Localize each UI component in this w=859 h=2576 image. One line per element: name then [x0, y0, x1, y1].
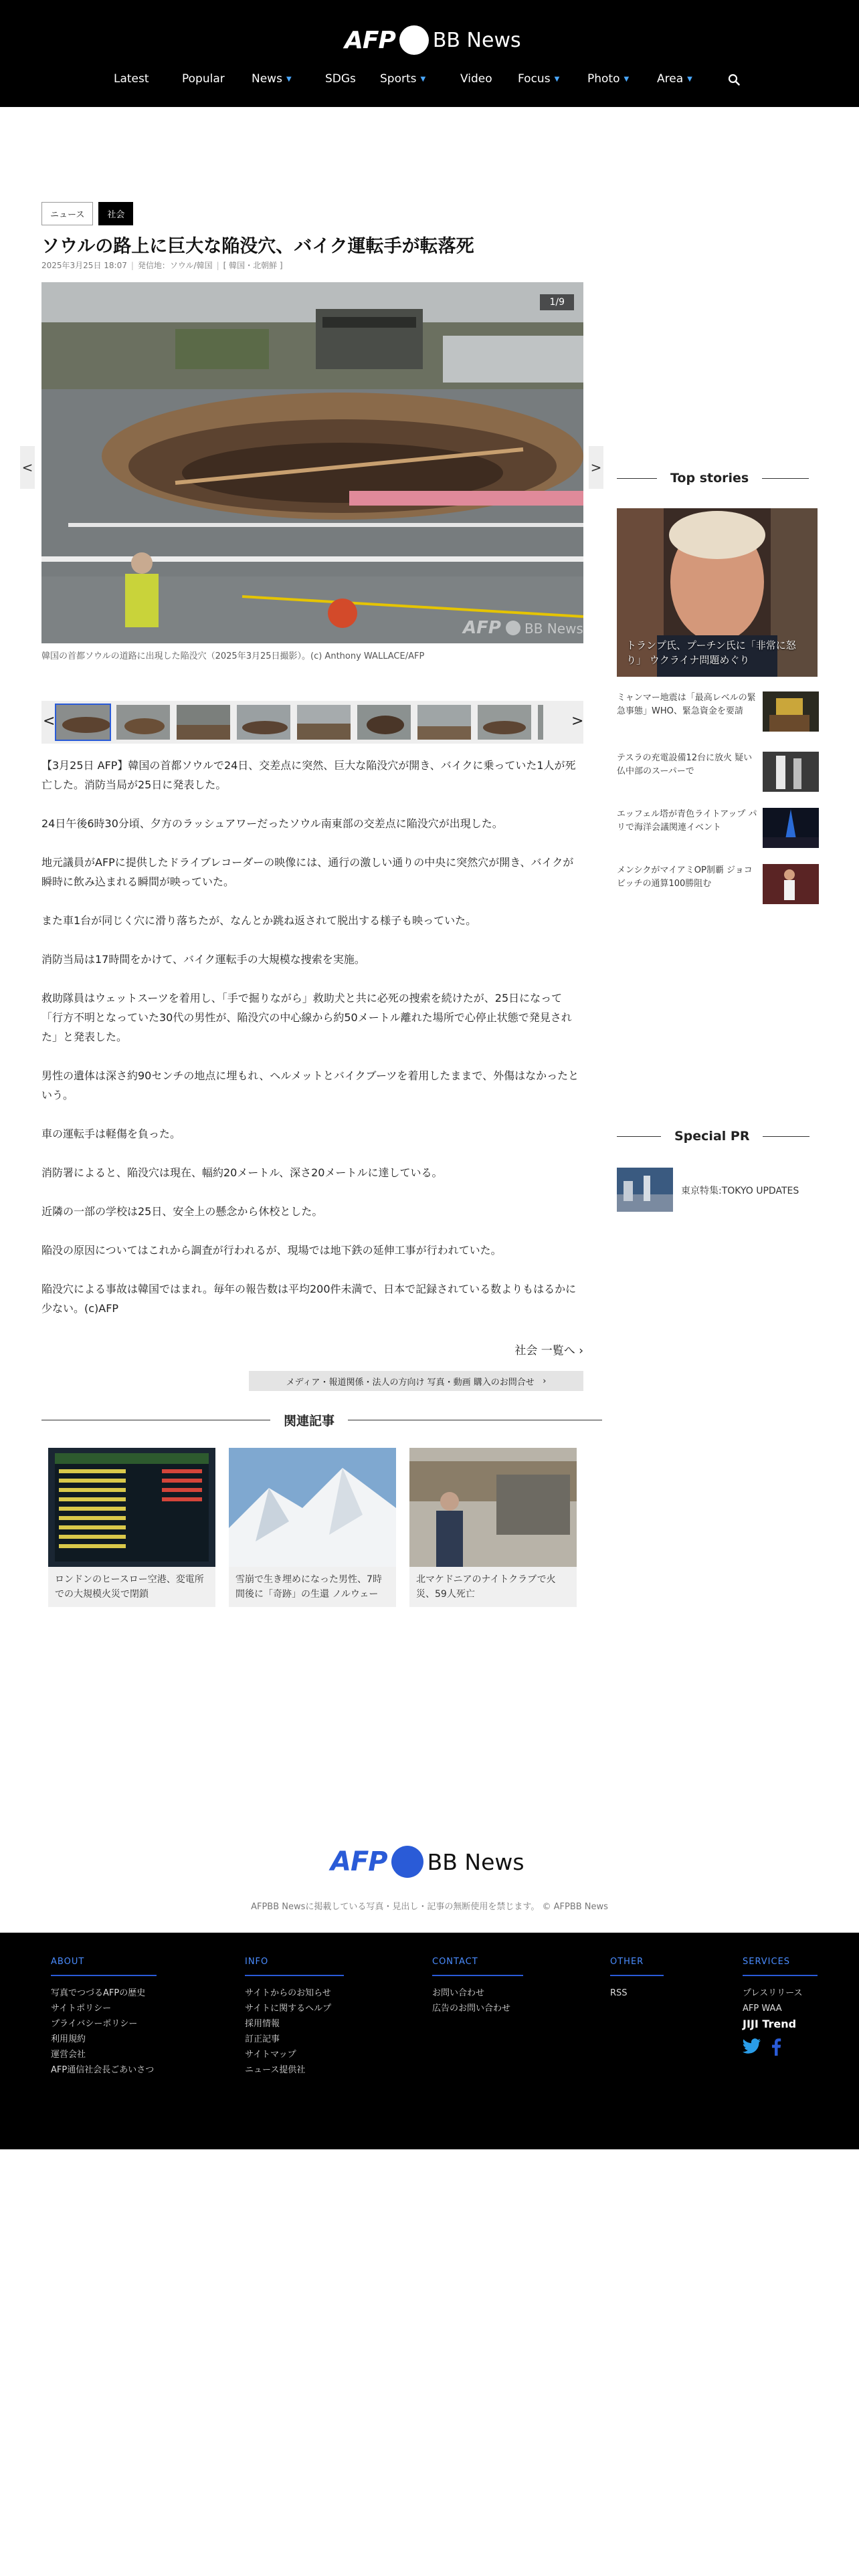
footer-heading: ABOUT — [51, 1957, 157, 1976]
copyright-note: AFPBB Newsに掲載している写真・見出し・記事の無断使用を禁じます。 © AFPBB News — [251, 1902, 608, 1912]
thumbnail[interactable] — [356, 704, 412, 741]
top-story-main[interactable] — [617, 508, 818, 677]
footer-logo-dot — [391, 1846, 423, 1878]
footer-col-other — [610, 1957, 664, 2001]
photo-prev-button[interactable]: < — [20, 446, 35, 489]
footer-heading: SERVICES — [743, 1957, 818, 1976]
footer-heading: INFO — [245, 1957, 344, 1976]
media-inquiry-bar[interactable]: メディア・報道関係・法人の方向け 写真・動画 購入のお問合せ › — [249, 1371, 583, 1391]
footer-link[interactable]: 採用情報 — [245, 2019, 280, 2029]
category-list-link[interactable]: 社会 一覧へ › — [514, 1344, 583, 1358]
footer-link[interactable]: ニュース提供社 — [245, 2065, 306, 2075]
site-header — [0, 0, 859, 107]
thumbnail[interactable] — [115, 704, 171, 741]
footer-col-contact — [432, 1957, 523, 2016]
related-article[interactable] — [409, 1448, 577, 1607]
photo-counter: 1/9 — [540, 294, 574, 310]
tag-society[interactable]: 社会 — [98, 202, 133, 225]
top-story-text: エッフェル塔が青色ライトアップ パリで海洋会議関連イベント — [617, 809, 757, 833]
top-story-item[interactable] — [617, 864, 818, 904]
logo-bb-text: BB News — [432, 28, 521, 52]
related-image — [409, 1448, 577, 1567]
thumbnail[interactable] — [296, 704, 352, 741]
facebook-icon[interactable] — [771, 2038, 781, 2056]
top-story-text: メンシクがマイアミOP制覇 ジョコビッチの通算100勝阻む — [617, 865, 753, 889]
related-caption: 雪崩で生き埋めになった男性、7時間後に「奇跡」の生還 ノルウェー — [229, 1567, 396, 1607]
footer-col-info — [245, 1957, 344, 2078]
article-paragraph: 陥没の原因についてはこれから調査が行われるが、現場では地下鉄の延伸工事が行われていた。 — [41, 1244, 502, 1257]
footer-heading: CONTACT — [432, 1957, 523, 1976]
top-story-item[interactable] — [617, 752, 818, 792]
footer-link[interactable]: サイトマップ — [245, 2050, 296, 2060]
tag-news[interactable]: ニュース — [41, 202, 93, 225]
article-paragraph: また車1台が同じく穴に滑り落ちたが、なんとか跳ね返されて脱出する様子も映っていた。 — [41, 914, 477, 927]
nav-item-focus[interactable]: Focus ▼ — [518, 72, 560, 86]
nav-item-sports[interactable]: Sports ▼ — [380, 72, 426, 86]
main-photo[interactable] — [41, 282, 583, 643]
chevron-down-icon: ▼ — [286, 75, 292, 83]
article-region[interactable]: [ 韓国・北朝鮮 ] — [223, 261, 283, 270]
footer-heading: OTHER — [610, 1957, 664, 1976]
footer-link[interactable]: RSS — [610, 1988, 628, 1998]
article-meta: 2025年3月25日 18:07 | 発信地：ソウル/韓国 | [ 韓国・北朝鮮 ] — [41, 261, 283, 270]
footer-link[interactable]: サイトに関するヘルプ — [245, 2004, 332, 2014]
chevron-down-icon: ▼ — [420, 75, 426, 83]
thumbnail[interactable] — [416, 704, 472, 741]
footer-link[interactable]: 運営会社 — [51, 2050, 86, 2060]
top-story-item[interactable] — [617, 691, 818, 732]
twitter-icon[interactable] — [743, 2038, 761, 2054]
top-story-thumb — [763, 691, 819, 732]
related-heading: 関連記事 — [41, 1411, 602, 1429]
footer-col-services — [743, 1957, 818, 2056]
top-story-caption: トランプ氏、プーチン氏に「非常に怒り」 ウクライナ問題めぐり — [626, 639, 796, 666]
footer-link[interactable]: AFP通信社会長ごあいさつ — [51, 2065, 155, 2075]
footer-link[interactable]: サイトポリシー — [51, 2004, 112, 2014]
top-story-item[interactable] — [617, 808, 818, 848]
thumbnail[interactable] — [476, 704, 533, 741]
article-paragraph: 消防署によると、陥没穴は現在、幅約20メートル、深さ20メートルに達している。 — [41, 1166, 443, 1179]
thumbnail[interactable] — [235, 704, 292, 741]
footer-link[interactable]: サイトからのお知らせ — [245, 1988, 331, 1998]
article-paragraph: 地元議員がAFPに提供したドライブレコーダーの映像には、通行の激しい通りの中央に突然穴が開き、バイクが瞬時に飲み込まれる瞬間が映っていた。 — [41, 856, 574, 888]
article-tags — [41, 202, 133, 225]
footer-link[interactable]: 写真でつづるAFPの歴史 — [51, 1988, 146, 1998]
top-story-thumb — [763, 808, 819, 848]
nav-item-news[interactable]: News ▼ — [252, 72, 292, 86]
footer-link[interactable]: 広告のお問い合わせ — [432, 2004, 511, 2014]
related-image — [229, 1448, 396, 1567]
article-body — [41, 756, 583, 1337]
footer-logo[interactable] — [330, 1846, 524, 1878]
related-image — [48, 1448, 215, 1567]
top-stories-heading: Top stories — [617, 471, 809, 486]
footer-col-about — [51, 1957, 157, 2078]
article-paragraph: 救助隊員はウェットスーツを着用し、「手で掘りながら」救助犬と共に必死の捜索を続けたが、25日になって「行方不明となっていた30代の男性が、陥没穴の中心線から約50メートル離れた場所で心停止状態で発見された」と発表した。 — [41, 992, 572, 1043]
main-nav — [0, 72, 859, 92]
related-caption: 北マケドニアのナイトクラブで火災、59人死亡 — [409, 1567, 577, 1607]
article-title: ソウルの路上に巨大な陥没穴、バイク運転手が転落死 — [41, 236, 474, 257]
chevron-down-icon: ▼ — [554, 75, 560, 83]
special-pr-thumb — [617, 1168, 673, 1212]
article-paragraph: 男性の遺体は深さ約90センチの地点に埋もれ、ヘルメットとバイクブーツを着用したままで、外傷はなかったという。 — [41, 1069, 579, 1101]
site-logo[interactable] — [345, 25, 521, 55]
related-article[interactable] — [229, 1448, 396, 1607]
top-story-text: ミャンマー地震は「最高レベルの緊急事態」WHO、緊急資金を要請 — [617, 693, 756, 716]
thumbnail[interactable] — [175, 704, 231, 741]
search-icon[interactable] — [728, 74, 740, 86]
chevron-down-icon: ▼ — [624, 75, 630, 83]
nav-item-photo[interactable]: Photo ▼ — [587, 72, 630, 86]
article-paragraph: 陥没穴による事故は韓国ではまれ。毎年の報告数は平均200件未満で、日本で記録されている数よりもはるかに少ない。(c)AFP — [41, 1283, 577, 1315]
article-date: 2025年3月25日 18:07 — [41, 261, 127, 270]
footer-logo-bb: BB News — [427, 1848, 524, 1875]
special-pr-text: 東京特集:TOKYO UPDATES — [681, 1186, 799, 1196]
nav-item-sdgs[interactable]: SDGs — [325, 72, 356, 86]
footer-link[interactable]: AFP WAA — [743, 2004, 782, 2014]
chevron-right-icon: › — [543, 1376, 547, 1386]
article-paragraph: 24日午後6時30分頃、夕方のラッシュアワーだったソウル南東部の交差点に陥没穴が出現した。 — [41, 817, 503, 830]
footer-link[interactable]: 利用規約 — [51, 2034, 86, 2044]
footer-logo-afp: AFP — [330, 1846, 387, 1877]
svg-text:BB News: BB News — [524, 621, 583, 637]
social-links — [743, 2038, 818, 2056]
nav-item-area[interactable]: Area ▼ — [657, 72, 692, 86]
thumbnail-strip — [41, 701, 583, 744]
photo-next-button[interactable]: > — [589, 446, 603, 489]
footer-link[interactable]: プライバシーポリシー — [51, 2019, 138, 2029]
nav-item-video[interactable]: Video — [460, 72, 492, 86]
article-paragraph: 車の運転手は軽傷を負った。 — [41, 1128, 181, 1140]
jiji-trend-link[interactable]: JIJI Trend — [743, 2018, 797, 2030]
article-paragraph: 【3月25日 AFP】韓国の首都ソウルで24日、交差点に突然、巨大な陥没穴が開き、バイクに乗っていた1人が死亡した。消防当局が25日に発表した。 — [41, 759, 576, 791]
article-paragraph: 近隣の一部の学校は25日、安全上の懸念から休校とした。 — [41, 1205, 323, 1218]
svg-text:AFP: AFP — [463, 618, 501, 638]
special-pr-heading: Special PR — [617, 1129, 809, 1144]
related-article[interactable] — [48, 1448, 215, 1607]
article-paragraph: 消防当局は17時間をかけて、バイク運転手の大規模な捜索を実施。 — [41, 953, 365, 966]
nav-item-popular[interactable]: Popular — [182, 72, 225, 86]
article-origin: 発信地：ソウル/韓国 — [137, 261, 213, 270]
top-story-text: テスラの充電設備12台に放火 疑い 仏中部のスーパーで — [617, 753, 753, 776]
photo-caption: 韓国の首都ソウルの道路に出現した陥没穴（2025年3月25日撮影）。(c) Anthony WALLACE/AFP — [41, 651, 425, 661]
chevron-down-icon: ▼ — [687, 75, 692, 83]
top-story-thumb — [763, 864, 819, 904]
logo-dot — [399, 25, 429, 55]
logo-afp-text: AFP — [345, 26, 395, 54]
thumb-prev-button[interactable]: < — [43, 713, 56, 730]
thumbnail[interactable] — [55, 704, 111, 741]
thumbnail[interactable] — [537, 704, 545, 741]
site-footer — [0, 1933, 859, 2149]
sinkhole-photo — [41, 282, 583, 643]
thumb-next-button[interactable]: > — [571, 713, 584, 730]
related-caption: ロンドンのヒースロー空港、変電所での大規模火災で閉鎖 — [48, 1567, 215, 1607]
chevron-right-icon: › — [579, 1344, 583, 1358]
top-story-thumb — [763, 752, 819, 792]
special-pr-item[interactable] — [617, 1168, 818, 1212]
nav-item-latest[interactable]: Latest — [114, 72, 149, 86]
footer-link[interactable]: プレスリリース — [743, 1988, 803, 1998]
footer-link[interactable]: 訂正記事 — [245, 2034, 280, 2044]
footer-link[interactable]: お問い合わせ — [432, 1988, 485, 1998]
